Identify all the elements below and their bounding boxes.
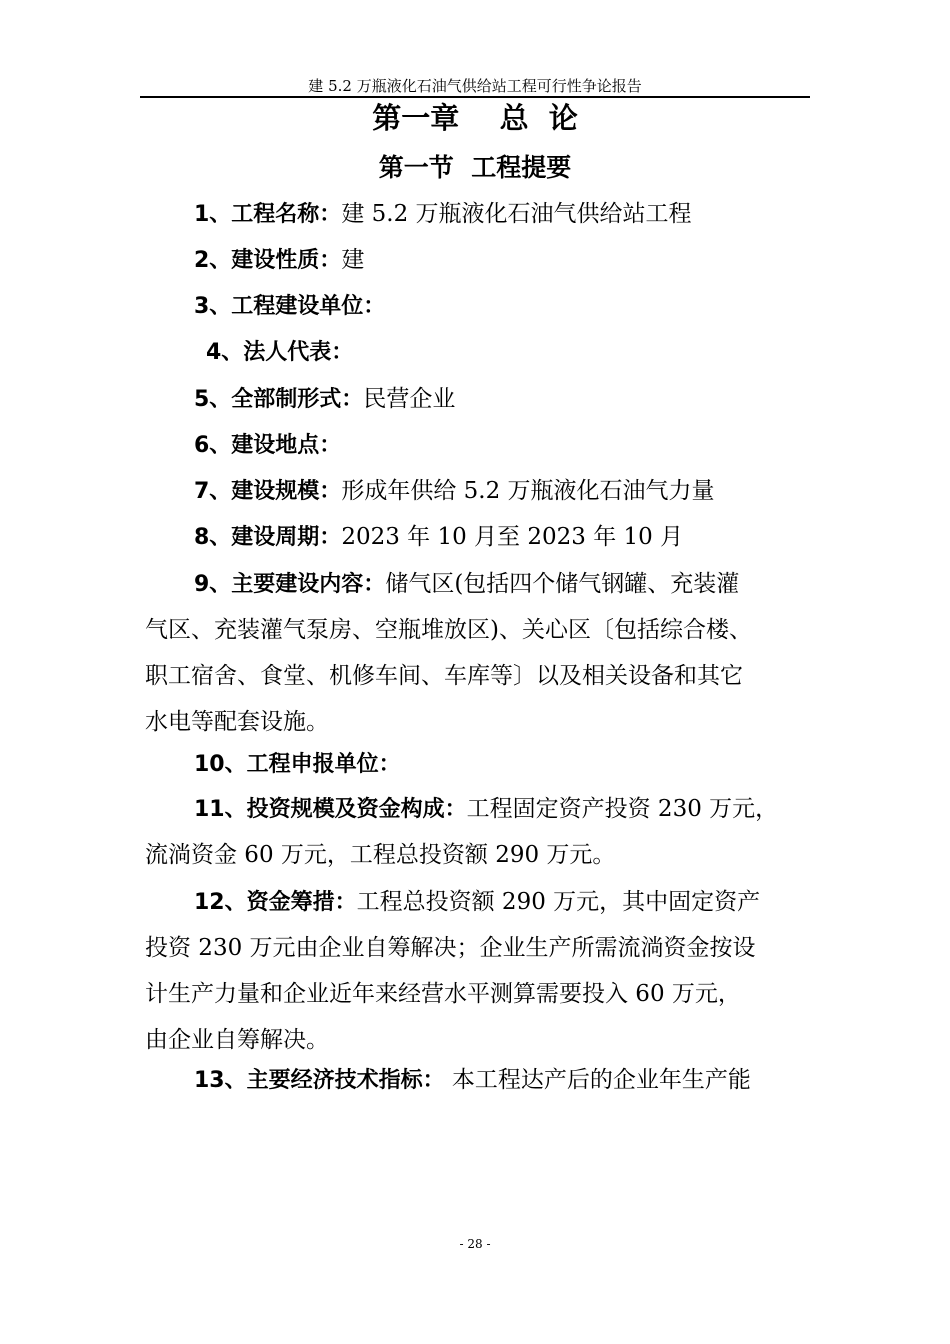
- item-value: 工程总投资额 290 万元，其中固定资产: [356, 889, 761, 915]
- chapter-title: 第一章 总 论: [372, 101, 578, 135]
- item-ownership-form: [194, 381, 455, 417]
- paragraph-continuation: 水电等配套设施。: [145, 709, 329, 735]
- paragraph-continuation: 由企业自筹解决。: [145, 1027, 329, 1053]
- item-label: 7、建设规模：: [194, 479, 342, 504]
- item-economic-indicators: [194, 1062, 751, 1098]
- item-value: 工程固定资产投资 230 万元，: [466, 796, 779, 822]
- item-label: 8、建设周期：: [194, 525, 342, 550]
- item-value: 形成年供给 5.2 万瓶液化石油气力量: [341, 478, 715, 504]
- item-project-name: [194, 196, 692, 232]
- item-value: 本工程达产后的企业年生产能: [444, 1067, 751, 1093]
- item-label: 6、建设地点：: [194, 433, 342, 458]
- page-number: - 28 -: [459, 1237, 491, 1251]
- item-legal-representative: [206, 334, 353, 370]
- item-construction-unit: [194, 288, 385, 324]
- item-value: 2023 年 10 月至 2023 年 10 月: [341, 524, 684, 550]
- item-declaring-unit: [194, 746, 401, 782]
- item-label: 2、建设性质：: [194, 248, 342, 273]
- paragraph-continuation: 流淌资金 60 万元，工程总投资额 290 万元。: [145, 842, 616, 868]
- item-value: 建: [341, 247, 365, 273]
- item-label: 9、主要建设内容：: [194, 572, 386, 597]
- item-construction-nature: [194, 242, 364, 278]
- paragraph-continuation: 计生产力量和企业近年来经营水平测算需要投入 60 万元，: [145, 981, 741, 1007]
- item-value: 建 5.2 万瓶液化石油气供给站工程: [341, 201, 692, 227]
- section-title: 第一节 工程提要: [378, 153, 572, 182]
- item-label: 11、投资规模及资金构成：: [194, 797, 467, 822]
- paragraph-continuation: 气区、充装灌气泵房、空瓶堆放区)、关心区〔包括综合楼、: [145, 617, 752, 643]
- paragraph-continuation: 职工宿舍、食堂、机修车间、车库等〕以及相关设备和其它: [145, 663, 743, 689]
- item-construction-scale: [194, 473, 715, 509]
- running-header: 建 5.2 万瓶液化石油气供给站工程可行性争论报告: [308, 77, 642, 95]
- item-label: 1、工程名称：: [194, 202, 342, 227]
- item-value: 储气区(包括四个储气钢罐、充装灌: [385, 571, 740, 597]
- item-construction-site: [194, 427, 341, 463]
- item-label: 4、法人代表：: [206, 340, 354, 365]
- item-construction-period: [194, 519, 683, 555]
- item-label: 5、全部制形式：: [194, 387, 364, 412]
- item-investment-scale: [194, 791, 778, 827]
- item-label: 13、主要经济技术指标：: [194, 1068, 445, 1093]
- item-label: 3、工程建设单位：: [194, 294, 386, 319]
- paragraph-continuation: 投资 230 万元由企业自筹解决；企业生产所需流淌资金按设: [145, 935, 756, 961]
- item-label: 12、资金筹措：: [194, 890, 357, 915]
- item-fund-raising: [194, 884, 760, 920]
- item-value: 民营企业: [363, 386, 456, 412]
- item-label: 10、工程申报单位：: [194, 752, 401, 777]
- item-main-content: [194, 566, 739, 602]
